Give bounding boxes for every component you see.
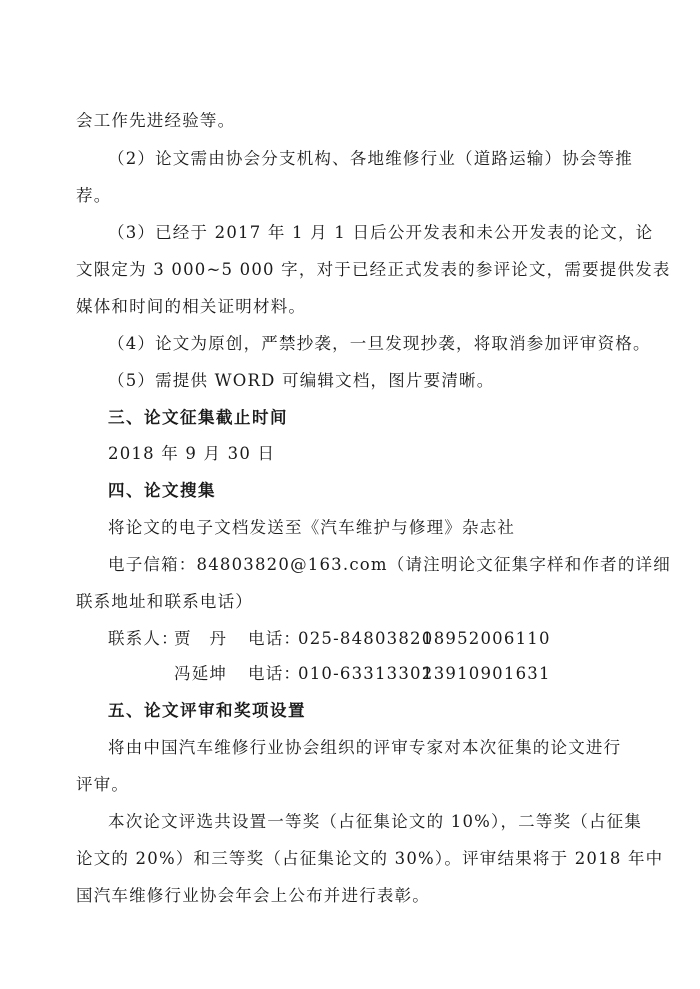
mobile-number: 18952006110 — [422, 629, 551, 648]
review-paragraph: 将由中国汽车维修行业协会组织的评审专家对本次征集的论文进行 — [108, 738, 622, 757]
contact-name: 冯延坤 — [174, 664, 228, 683]
award-paragraph: 本次论文评选共设置一等奖（占征集论文的 10%），二等奖（占征集 — [108, 812, 643, 831]
paragraph-line: 会工作先进经验等。 — [76, 111, 236, 130]
requirement-item-2-cont: 荐。 — [76, 186, 112, 205]
email-line: 电子信箱：84803820@163.com（请注明论文征集字样和作者的详细 — [108, 555, 671, 574]
contact-row — [108, 631, 551, 648]
award-paragraph-cont: 国汽车维修行业协会年会上公布并进行表彰。 — [76, 886, 430, 905]
phone-number: 010-63313302 — [298, 664, 434, 683]
section-5-heading: 五、论文评审和奖项设置 — [108, 701, 306, 720]
phone-number: 025-84803820 — [298, 629, 434, 648]
requirement-item-4: （4）论文为原创，严禁抄袭，一旦发现抄袭，将取消参加评审资格。 — [108, 334, 651, 353]
section-3-heading: 三、论文征集截止时间 — [108, 408, 288, 427]
contact-name: 贾 丹 — [174, 629, 228, 648]
deadline-date: 2018 年 9 月 30 日 — [108, 444, 276, 463]
review-paragraph-cont: 评审。 — [76, 775, 130, 794]
section-4-heading: 四、论文搜集 — [108, 481, 216, 500]
requirement-item-5: （5）需提供 WORD 可编辑文档，图片要清晰。 — [108, 371, 495, 390]
mobile-number: 13910901631 — [422, 664, 551, 683]
requirement-item-3-cont: 文限定为 3 000~5 000 字，对于已经正式发表的参评论文，需要提供发表 — [76, 260, 671, 279]
requirement-item-2: （2）论文需由协会分支机构、各地维修行业（道路运输）协会等推 — [108, 149, 633, 168]
contact-row — [174, 666, 551, 683]
submission-instruction: 将论文的电子文档发送至《汽车维护与修理》杂志社 — [108, 518, 516, 537]
email-line-cont: 联系地址和联系电话） — [76, 592, 253, 611]
requirement-item-3-cont: 媒体和时间的相关证明材料。 — [76, 297, 307, 316]
contact-label: 联系人： — [108, 629, 179, 648]
requirement-item-3: （3）已经于 2017 年 1 月 1 日后公开发表和未公开发表的论文，论 — [108, 223, 654, 242]
phone-label: 电话： — [248, 664, 302, 683]
award-paragraph-cont: 论文的 20%）和三等奖（占征集论文的 30%）。评审结果将于 2018 年中 — [76, 849, 664, 868]
phone-label: 电话： — [248, 629, 302, 648]
